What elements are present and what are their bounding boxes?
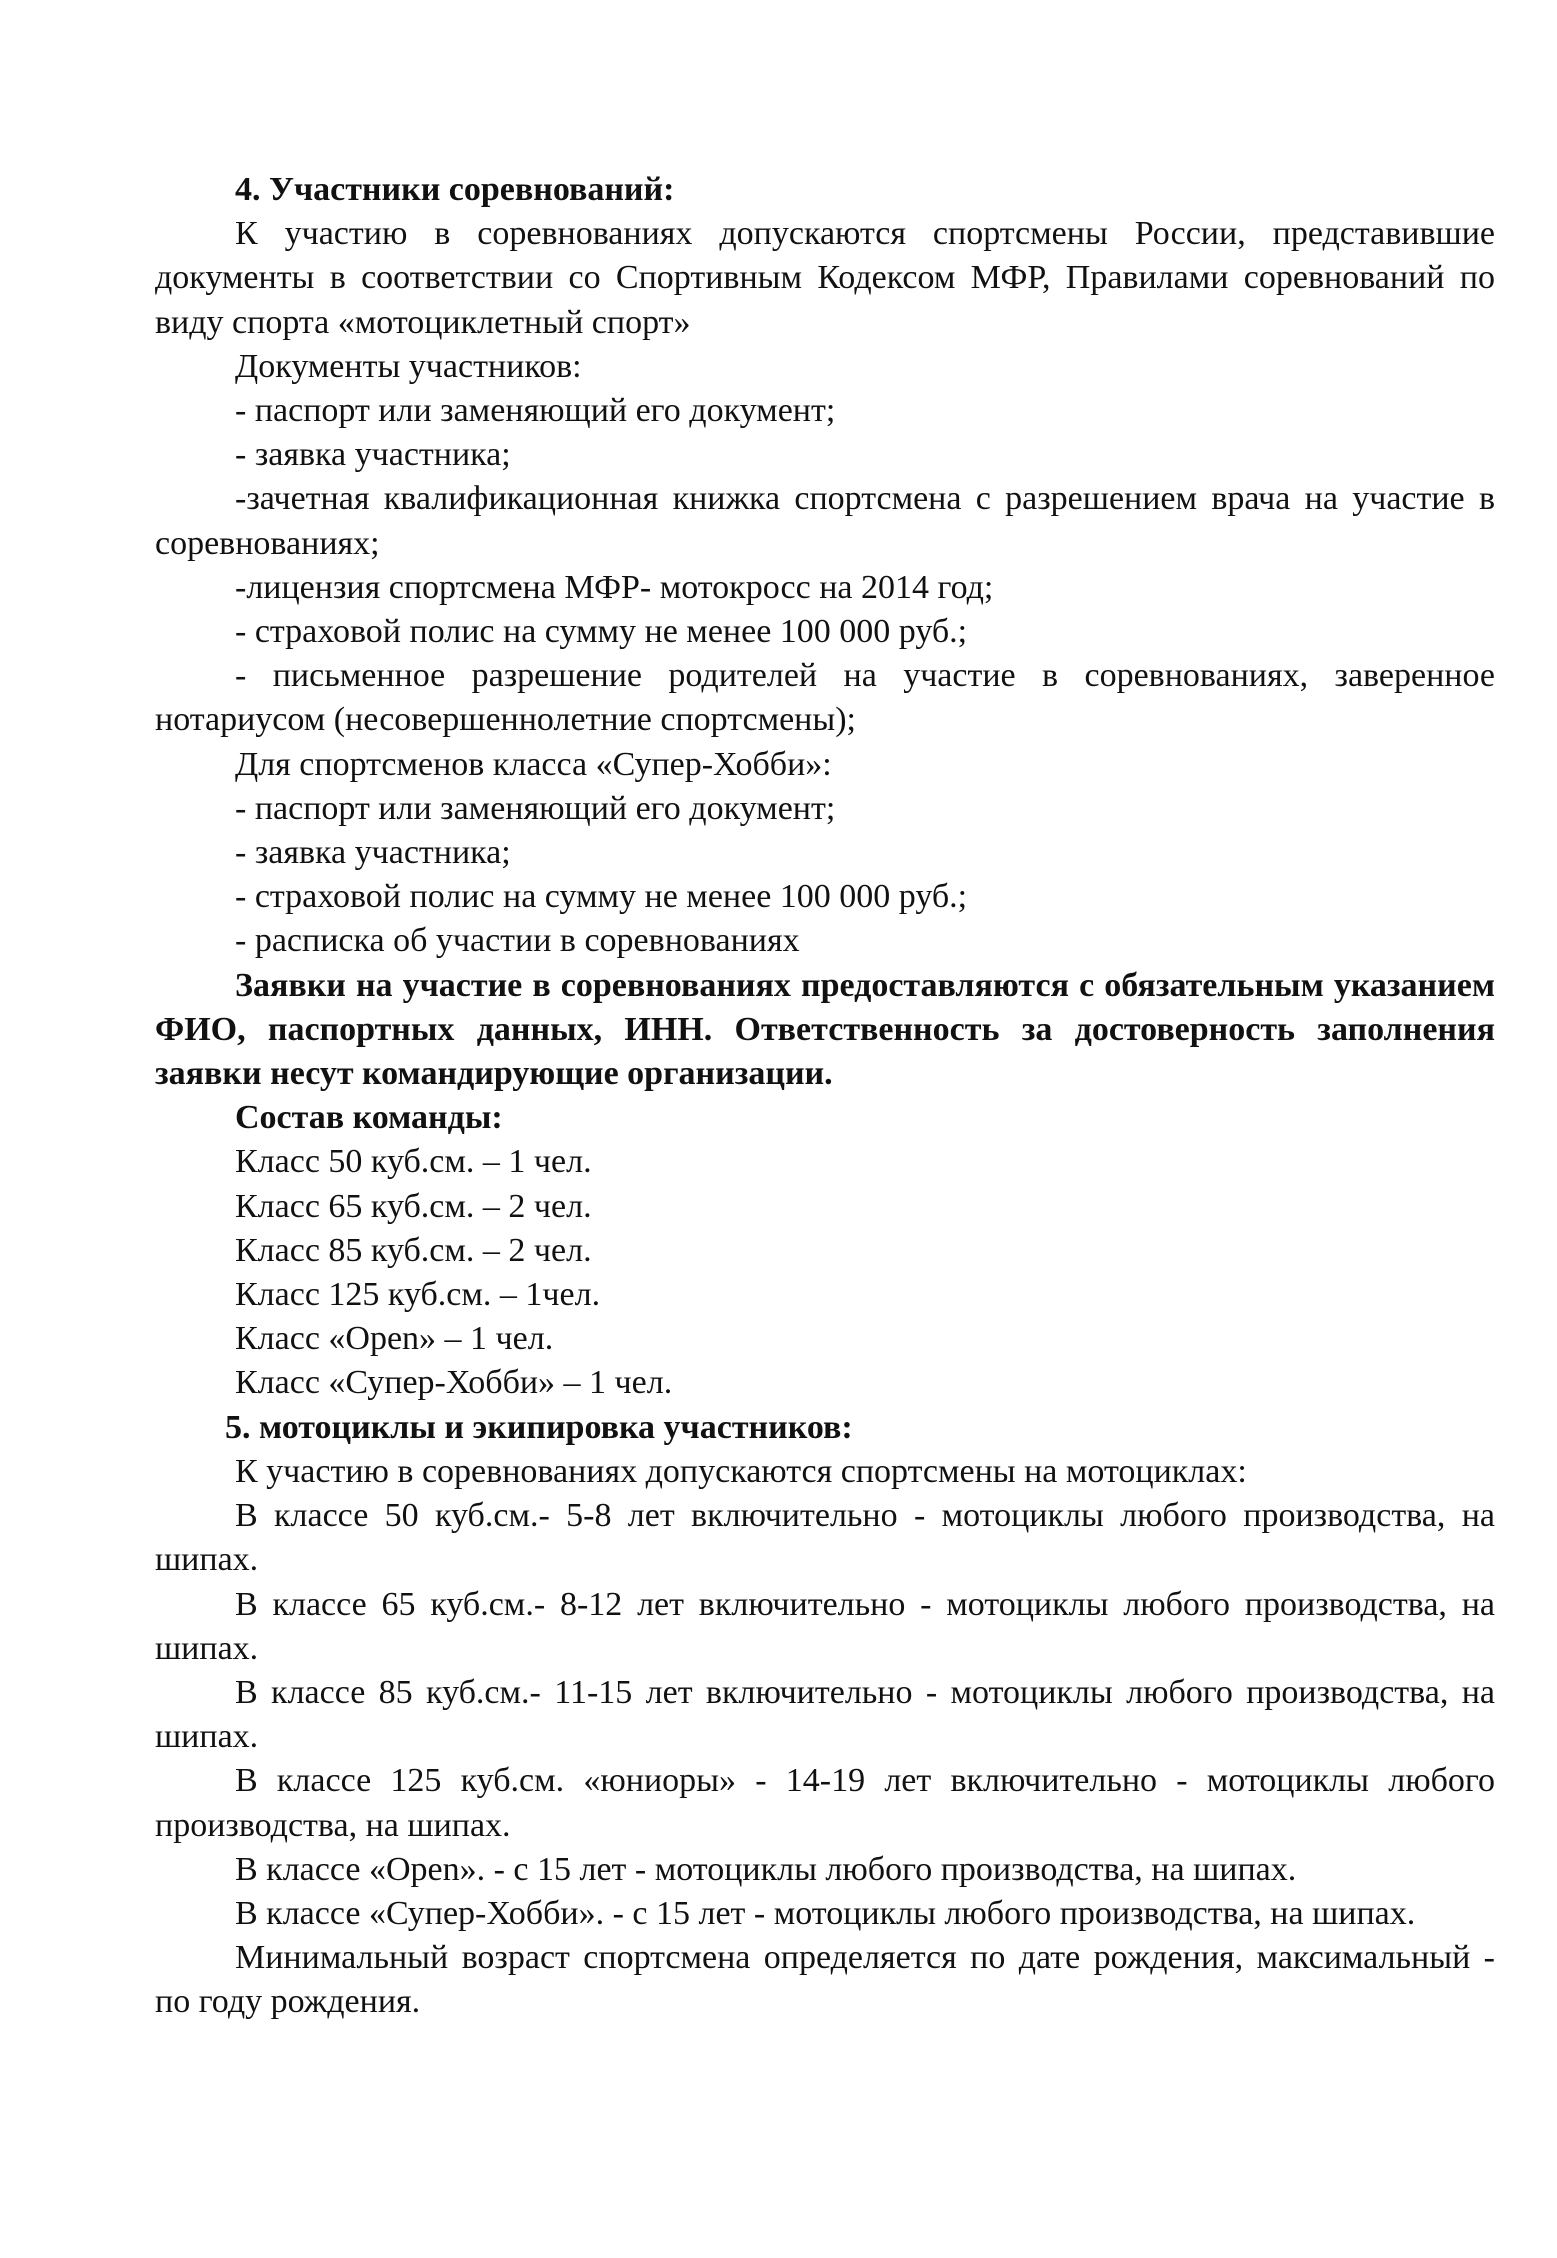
document-body	[155, 168, 1495, 2025]
section-5-intro: К участию в соревнованиях допускаются спортсмены на мотоциклах:	[235, 1452, 1247, 1490]
class-rule: В классе 65 куб.см.- 8-12 лет включительно - мотоциклы любого производства, на шипах.	[155, 1585, 1495, 1667]
section-5-heading: 5. мотоциклы и экипировка участников:	[225, 1408, 853, 1446]
team-item: Класс 65 куб.см. – 2 чел.	[235, 1187, 592, 1225]
documents-heading: Документы участников:	[235, 347, 582, 385]
document-item: - страховой полис на сумму не менее 100 000 руб.;	[235, 613, 968, 651]
section-4-heading: 4. Участники соревнований:	[235, 171, 675, 208]
document-item: -зачетная квалификационная книжка спортсмена с разрешением врача на участие в соревнованиях;	[155, 480, 1495, 562]
section-4-intro: К участию в соревнованиях допускаются спортсмены России, представившие документы в соответствии со Спортивным Кодексом МФР, Правилами соревнований по виду спорта «мотоциклетный спорт»	[155, 215, 1495, 341]
document-item: -лицензия спортсмена МФР- мотокросс на 2014 год;	[235, 568, 994, 606]
application-note: Заявки на участие в соревнованиях предоставляются с обязательным указанием ФИО, паспортных данных, ИНН. Ответственность за достоверность заполнения заявки несут командирующие организации.	[155, 966, 1495, 1093]
superhobby-document-item: - расписка об участии в соревнованиях	[235, 922, 800, 960]
class-rule: В классе 125 куб.см. «юниоры» - 14-19 лет включительно - мотоциклы любого производства, на шипах.	[155, 1762, 1495, 1844]
superhobby-document-item: - заявка участника;	[235, 834, 511, 872]
team-heading: Состав команды:	[235, 1099, 503, 1137]
team-item: Класс 85 куб.см. – 2 чел.	[235, 1231, 592, 1269]
age-note: Минимальный возраст спортсмена определяется по дате рождения, максимальный - по году рождения.	[155, 1939, 1495, 2021]
team-item: Класс «Open» – 1 чел.	[235, 1320, 554, 1358]
team-item: Класс 50 куб.см. – 1 чел.	[235, 1143, 592, 1181]
class-rule: В классе «Супер-Хобби». - с 15 лет - мотоциклы любого производства, на шипах.	[235, 1894, 1416, 1932]
document-item: - заявка участника;	[235, 436, 511, 474]
class-rule: В классе 85 куб.см.- 11-15 лет включительно - мотоциклы любого производства, на шипах.	[155, 1673, 1495, 1756]
document-item: - письменное разрешение родителей на участие в соревнованиях, заверенное нотариусом (несовершеннолетние спортсмены);	[155, 657, 1495, 739]
superhobby-heading: Для спортсменов класса «Супер-Хобби»:	[235, 745, 832, 783]
class-rule: В классе 50 куб.см.- 5-8 лет включительно - мотоциклы любого производства, на шипах.	[155, 1497, 1495, 1579]
team-item: Класс 125 куб.см. – 1чел.	[235, 1276, 601, 1314]
superhobby-document-item: - страховой полис на сумму не менее 100 000 руб.;	[235, 878, 968, 916]
team-item: Класс «Супер-Хобби» – 1 чел.	[235, 1364, 673, 1402]
class-rule: В классе «Open». - с 15 лет - мотоциклы любого производства, на шипах.	[235, 1850, 1297, 1888]
document-item: - паспорт или заменяющий его документ;	[235, 392, 836, 430]
superhobby-document-item: - паспорт или заменяющий его документ;	[235, 789, 836, 827]
